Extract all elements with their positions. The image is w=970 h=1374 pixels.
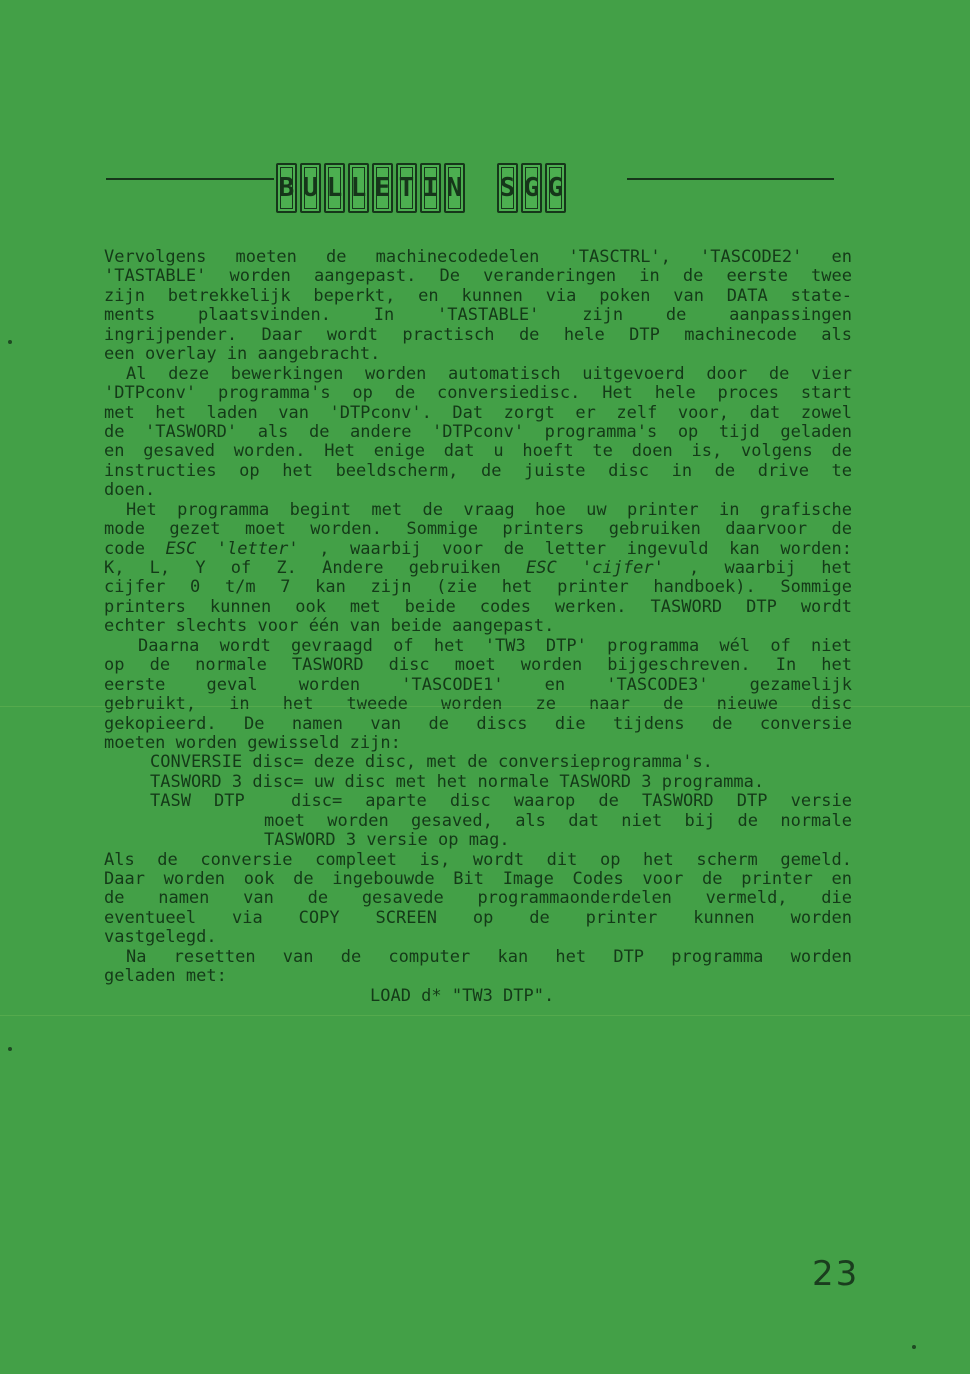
text-line: Daarna wordt gevraagd of het 'TW3 DTP' programma wél of niet <box>138 635 852 656</box>
text-line: ingrijpender. Daar wordt practisch de hele DTP machinecode als <box>104 324 852 345</box>
page-number: 23 <box>812 1254 860 1294</box>
bulletin-header <box>106 163 834 215</box>
text-line: een overlay in aangebracht. <box>104 344 381 365</box>
text-fragment: , waarbij het <box>663 558 853 578</box>
logo-letter: S <box>497 163 518 213</box>
text-line-with-emphasis <box>104 540 852 559</box>
text-line: LOAD d* "TW3 DTP". <box>370 985 555 1006</box>
article-body <box>104 248 852 1006</box>
text-line: en gesaved worden. Het enige dat u hoeft te doen is, volgens de <box>104 441 852 462</box>
text-line: CONVERSIE disc= deze disc, met de conversieprogramma's. <box>150 752 713 773</box>
text-line: op de normale TASWORD disc moet worden bijgeschreven. In het <box>104 655 852 676</box>
text-line: TASWORD 3 versie op mag. <box>264 830 510 851</box>
logo-letter: N <box>444 163 465 213</box>
text-line: echter slechts voor één van beide aangepast. <box>104 616 555 637</box>
logo-letter: G <box>521 163 542 213</box>
logo-letter: U <box>300 163 321 213</box>
text-line: TASWORD 3 disc= uw disc met het normale TASWORD 3 programma. <box>150 771 765 792</box>
text-line: mode gezet moet worden. Sommige printers gebruiken daarvoor de <box>104 519 852 540</box>
text-line: instructies op het beeldscherm, de juiste disc in de drive te <box>104 460 852 481</box>
bulletin-sgg-logo <box>276 163 566 213</box>
text-line: met het laden van 'DTPconv'. Dat zorgt er zelf voor, dat zowel <box>104 402 852 423</box>
header-rule-left <box>106 178 274 180</box>
text-line: de 'TASWORD' als de andere 'DTPconv' programma's op tijd geladen <box>104 421 852 442</box>
text-fragment: K, L, Y of Z. Andere gebruiken <box>104 558 527 578</box>
header-rule-right <box>627 178 834 180</box>
text-line: 'DTPconv' programma's op de conversiedisc. Het hele proces start <box>104 383 852 404</box>
logo-letter: T <box>396 163 417 213</box>
logo-letter: E <box>372 163 393 213</box>
emphasis-text: ESC 'letter' <box>165 538 299 559</box>
logo-word-sgg <box>497 163 566 213</box>
logo-letter: L <box>348 163 369 213</box>
paper-crease <box>0 1015 970 1016</box>
text-line: moet worden gesaved, als dat niet bij de normale <box>264 810 852 831</box>
text-line: moeten worden gewisseld zijn: <box>104 732 401 753</box>
punch-mark <box>8 1047 12 1051</box>
logo-letter: L <box>324 163 345 213</box>
text-line: ments plaatsvinden. In 'TASTABLE' zijn de aanpassingen <box>104 305 852 326</box>
emphasis-text: ESC 'cijfer' <box>526 558 664 578</box>
text-line: Vervolgens moeten de machinecodedelen 'TASCTRL', 'TASCODE2' en <box>104 247 852 267</box>
text-line: eventueel via COPY SCREEN op de printer kunnen worden <box>104 907 852 928</box>
text-line: eerste geval worden 'TASCODE1' en 'TASCODE3' gezamelijk <box>104 674 852 695</box>
text-line: Het programma begint met de vraag hoe uw printer in grafische <box>126 499 852 520</box>
text-line: vastgelegd. <box>104 927 217 948</box>
logo-letter: B <box>276 163 297 213</box>
text-line: Daar worden ook de ingebouwde Bit Image Codes voor de printer en <box>104 869 852 889</box>
text-line: gekopieerd. De namen van de discs die tijdens de conversie <box>104 713 852 734</box>
text-line: doen. <box>104 480 156 501</box>
punch-mark <box>912 1345 916 1349</box>
punch-mark <box>8 340 12 344</box>
text-line: TASW DTP disc= aparte disc waarop de TASWORD DTP versie <box>150 791 852 812</box>
logo-letter: G <box>545 163 566 213</box>
text-line: Als de conversie compleet is, wordt dit op het scherm gemeld. <box>104 849 852 870</box>
paper-crease <box>0 706 970 707</box>
text-line: zijn betrekkelijk beperkt, en kunnen via poken van DATA state- <box>104 285 852 306</box>
text-line: 'TASTABLE' worden aangepast. De veranderingen in de eerste twee <box>104 266 852 287</box>
logo-word-bulletin <box>276 163 465 213</box>
text-line: de namen van de gesavede programmaonderdelen vermeld, die <box>104 888 852 909</box>
text-line-with-emphasis <box>104 559 852 578</box>
text-line: Al deze bewerkingen worden automatisch uitgevoerd door de vier <box>126 363 852 384</box>
text-line: gebruikt, in het tweede worden ze naar de nieuwe disc <box>104 694 852 715</box>
text-fragment: , waarbij voor de letter ingevuld kan worden: <box>298 538 852 559</box>
text-line: printers kunnen ook met beide codes werken. TASWORD DTP wordt <box>104 596 852 617</box>
text-line: cijfer 0 t/m 7 kan zijn (zie het printer handboek). Sommige <box>104 577 852 598</box>
logo-letter: I <box>420 163 441 213</box>
text-line: Na resetten van de computer kan het DTP programma worden <box>126 946 852 967</box>
text-fragment: code <box>104 538 166 559</box>
text-line: geladen met: <box>104 966 227 987</box>
